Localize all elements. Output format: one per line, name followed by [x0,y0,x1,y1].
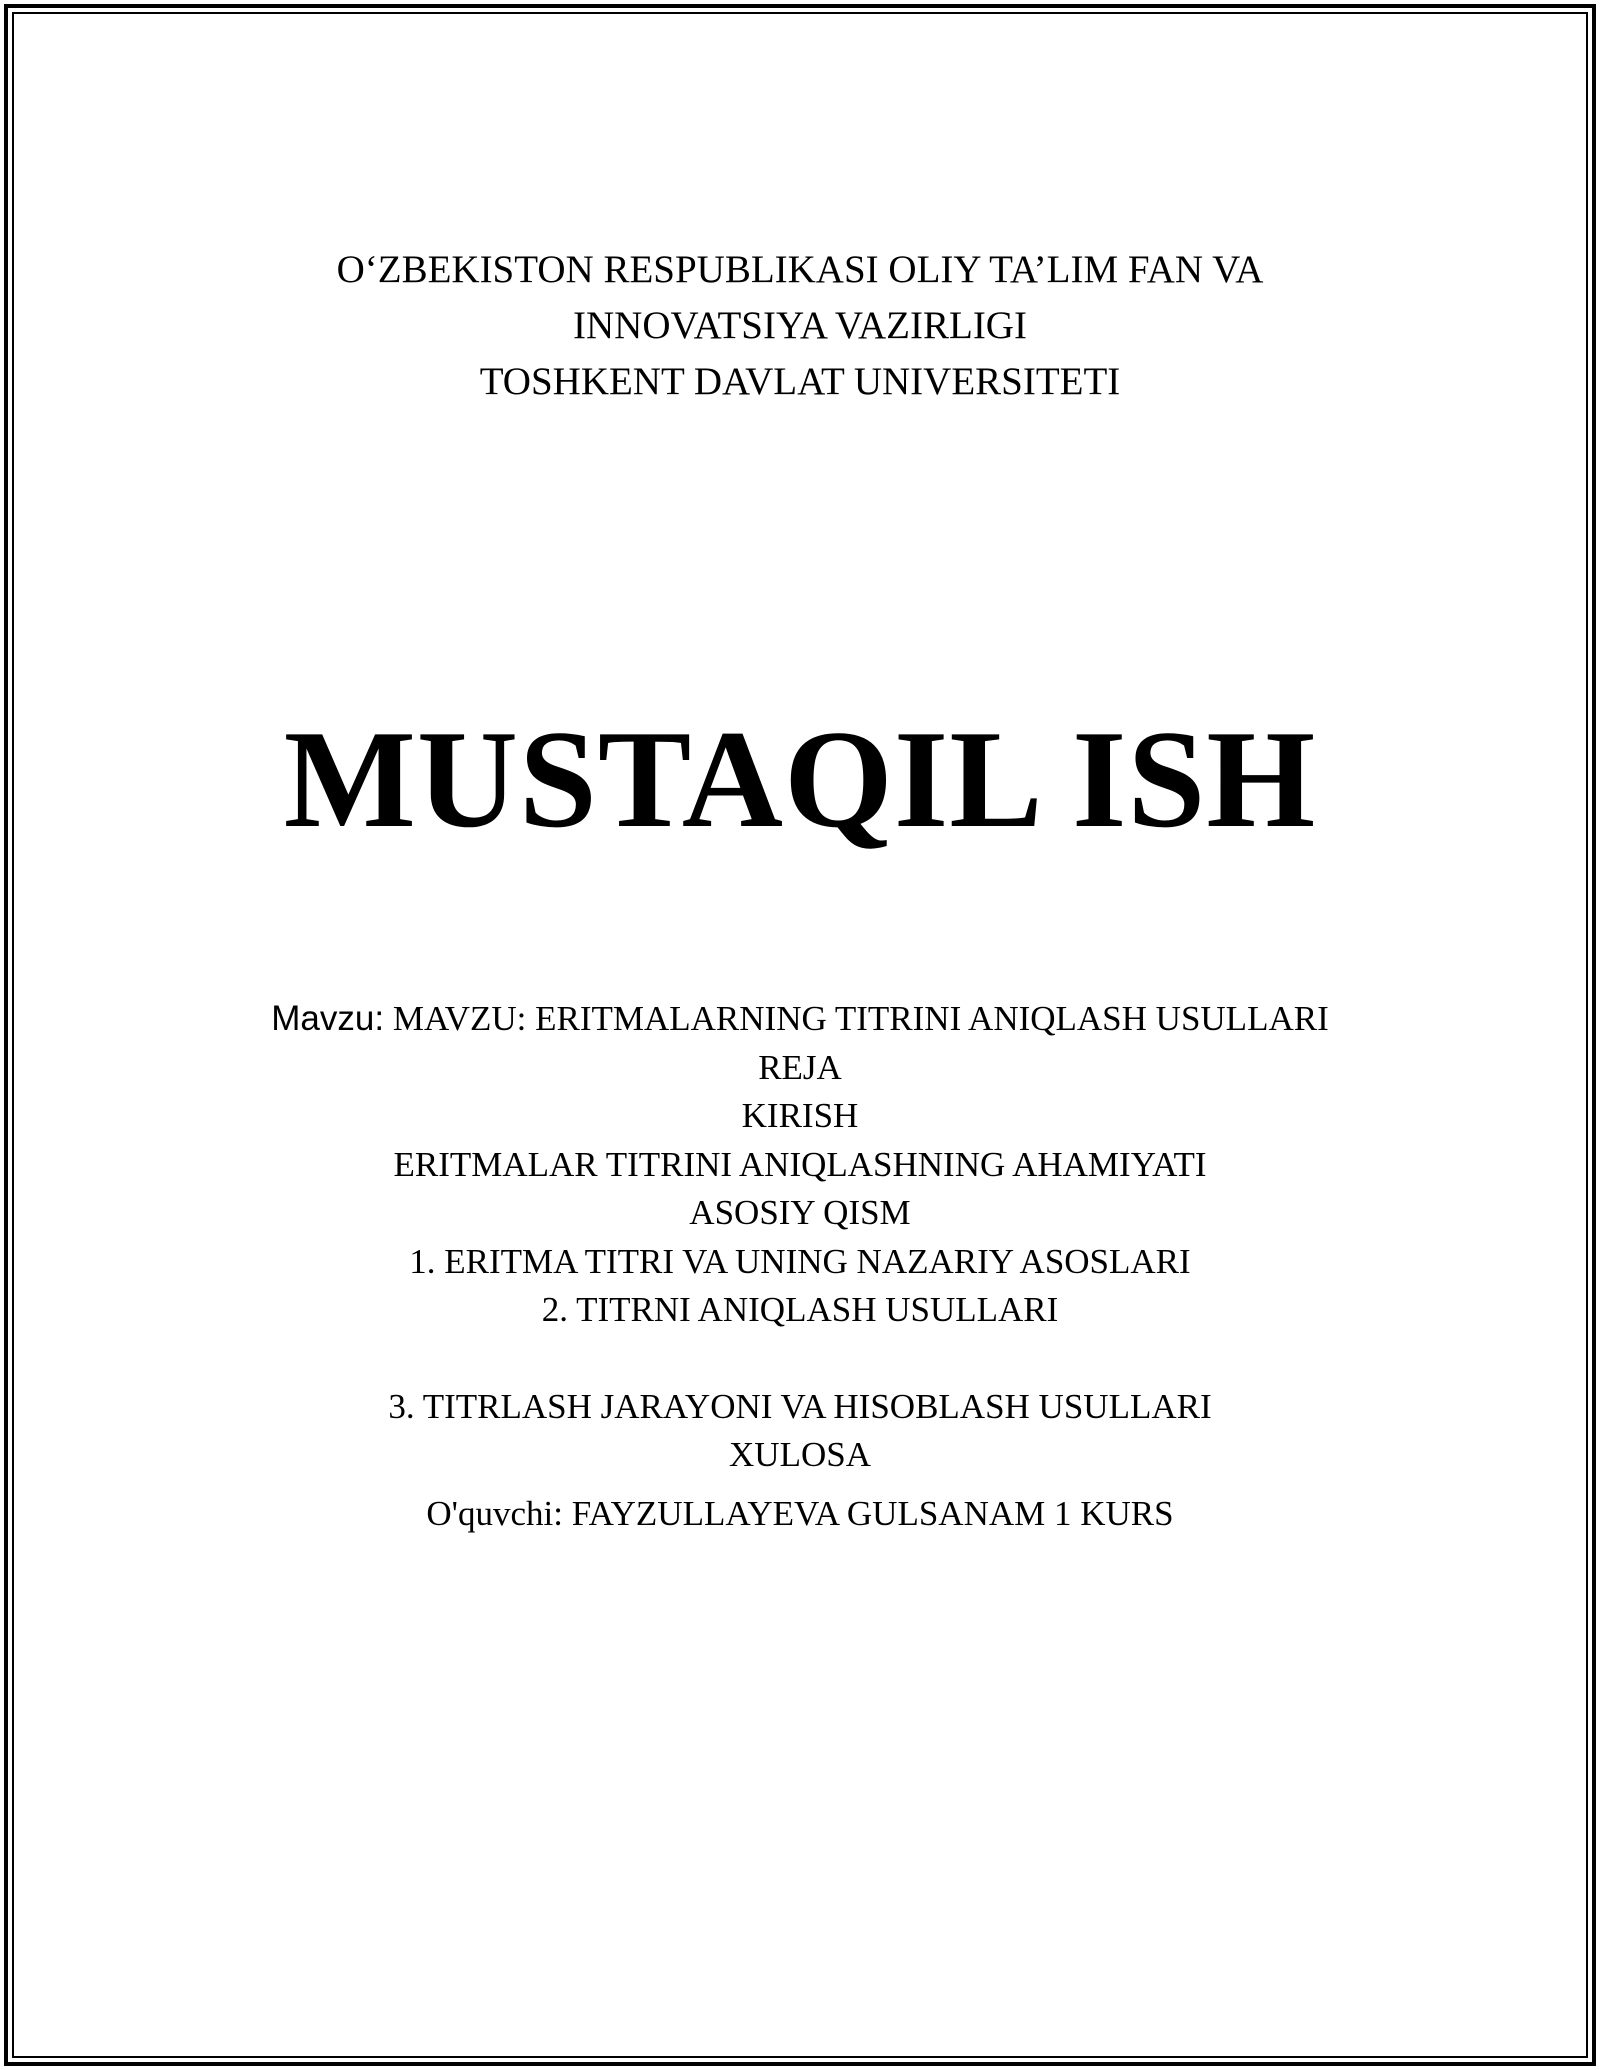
topic-section [0,995,1600,1480]
student-name: FAYZULLAYEVA GULSANAM 1 KURS [571,1494,1174,1533]
header-line-ministry-cont: INNOVATSIYA VAZIRLIGI [573,304,1027,347]
topic-value: MAVZU: ERITMALARNING TITRINI ANIQLASH USULLARI [392,999,1329,1038]
plan-item-3: 3. TITRLASH JARAYONI VA HISOBLASH USULLARI [388,1386,1212,1426]
topic-line [0,995,1600,1044]
header-line-ministry: O‘ZBEKISTON RESPUBLIKASI OLIY TA’LIM FAN VA [336,248,1264,291]
topic-label: Mavzu: [271,999,385,1038]
student-line [0,1490,1600,1538]
plan-item-ahamiyati: ERITMALAR TITRINI ANIQLASHNING AHAMIYATI [393,1144,1207,1184]
plan-item-asosiy-qism: ASOSIY QISM [689,1193,911,1232]
student-label: O'quvchi: [426,1494,563,1533]
institution-header [0,242,1600,410]
header-line-university: TOSHKENT DAVLAT UNIVERSITETI [479,360,1121,403]
plan-item-reja: REJA [758,1047,842,1087]
document-title: MUSTAQIL ISH [283,702,1317,857]
plan-item-kirish: KIRISH [741,1096,859,1135]
plan-spacer [0,1335,1600,1383]
plan-item-1: 1. ERITMA TITRI VA UNING NAZARIY ASOSLARI [409,1241,1191,1281]
plan-item-2: 2. TITRNI ANIQLASH USULLARI [541,1290,1059,1329]
plan-item-xulosa: XULOSA [729,1435,871,1474]
